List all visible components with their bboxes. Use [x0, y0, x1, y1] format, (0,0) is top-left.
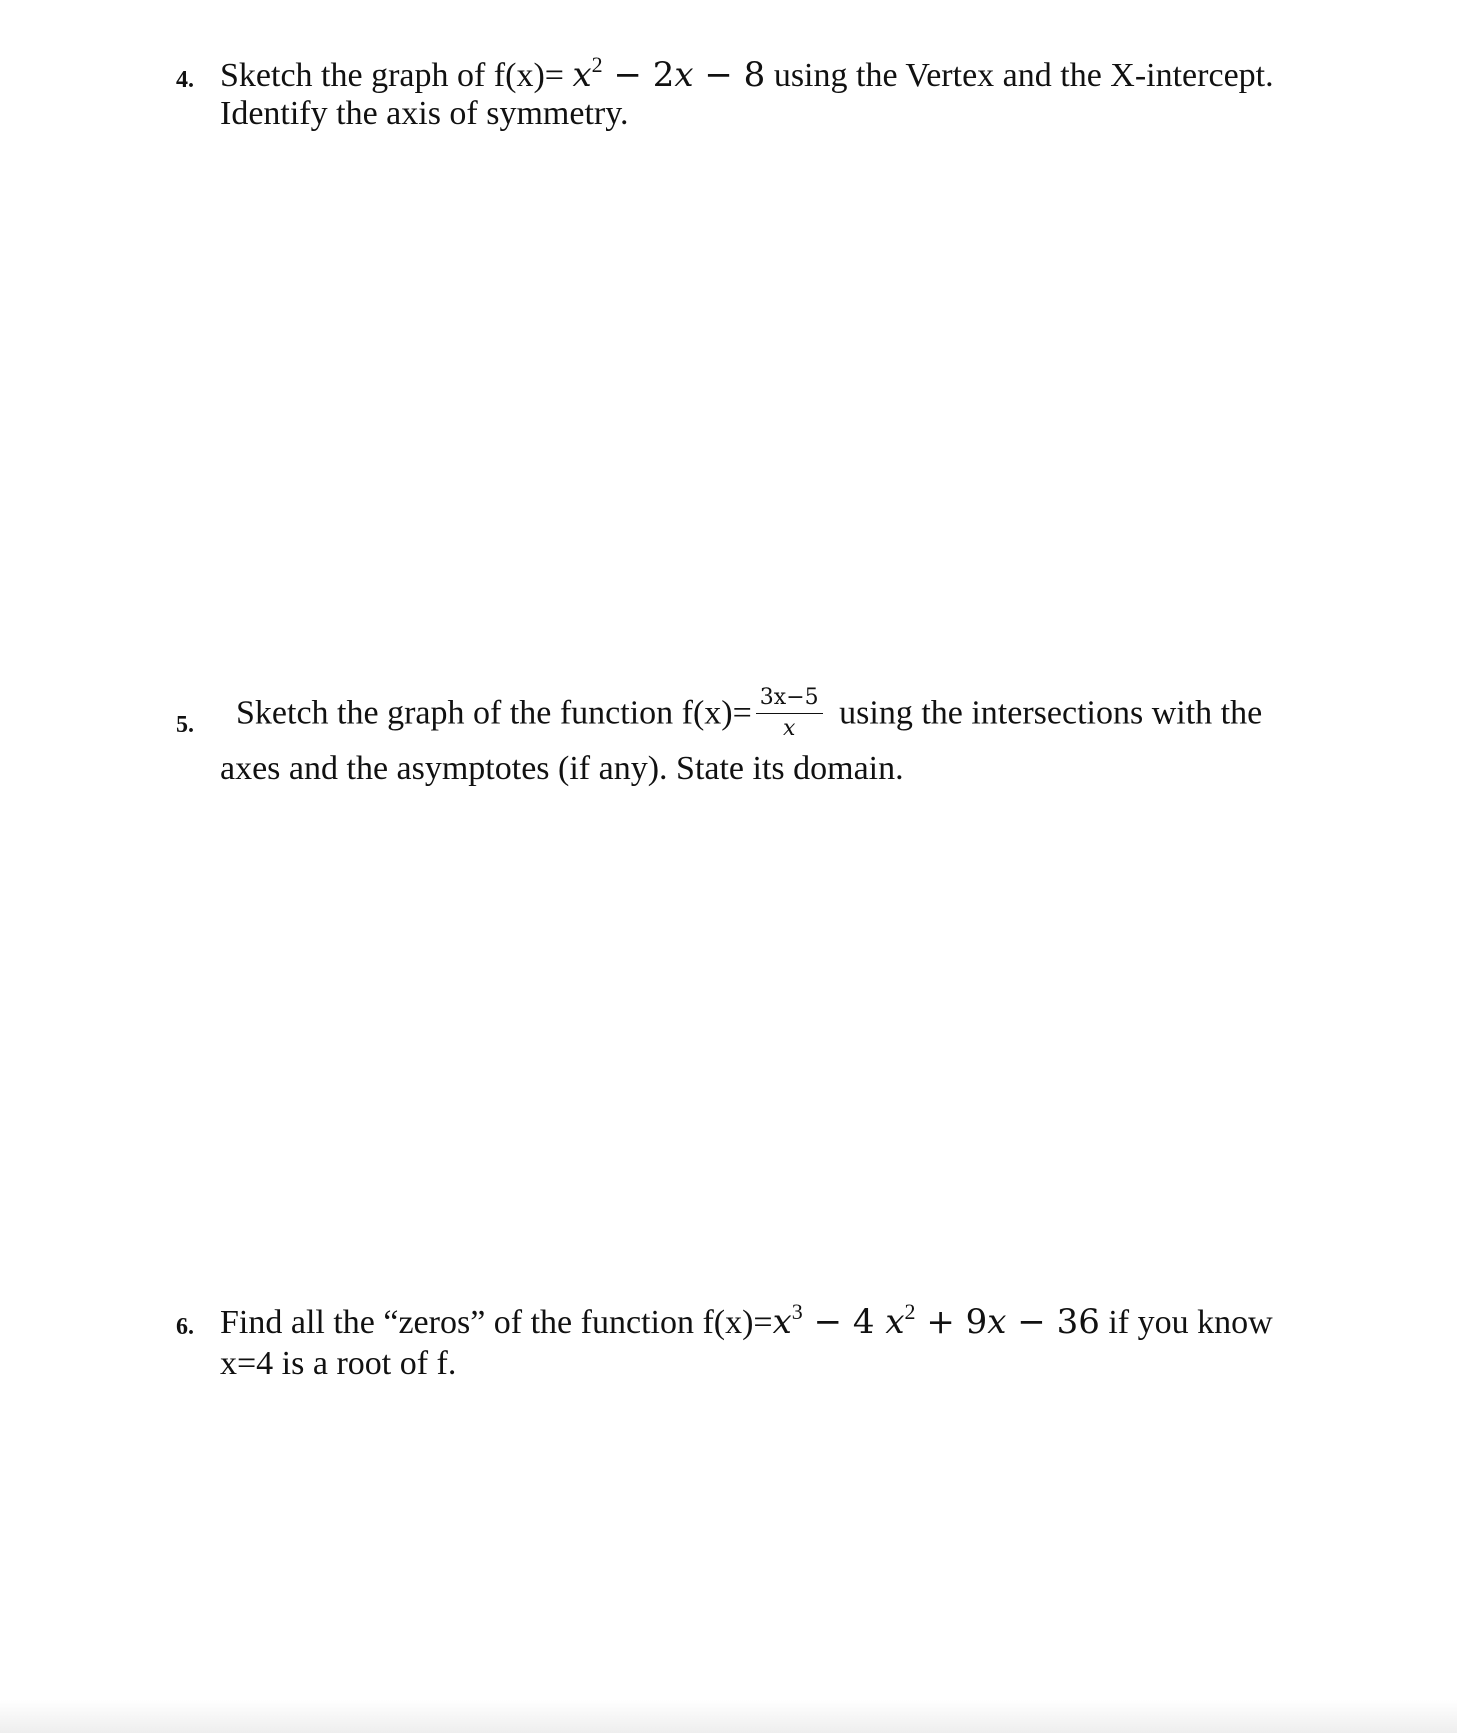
question-5-number: 5.: [176, 712, 194, 738]
question-5-suffix: using the intersections with the: [830, 694, 1263, 732]
question-6-var-x: x: [987, 1302, 1007, 1342]
question-6-term-9: + 9: [915, 1302, 988, 1342]
question-5-line-2: axes and the asymptotes (if any). State its domain.: [220, 750, 904, 787]
question-6-prefix: Find all the “zeros” of the function f(x)=: [220, 1304, 773, 1341]
question-4-suffix: using the Vertex and the X-intercept.: [765, 57, 1274, 94]
question-4-term-8: − 8: [693, 55, 766, 95]
question-6-term-36: − 36: [1006, 1302, 1100, 1342]
question-4-line-2: Identify the axis of symmetry.: [220, 95, 629, 132]
question-5-line-1: [236, 685, 1263, 743]
question-5-fraction-numerator: 3x−5: [756, 686, 823, 714]
question-6-term-4: − 4: [802, 1302, 886, 1342]
question-6-number: 6.: [176, 1314, 194, 1340]
question-6-line-1: [220, 1299, 1273, 1342]
question-4-line-1: [220, 52, 1274, 95]
page-bottom-shadow: [0, 1700, 1457, 1733]
question-5-fraction-denominator: x: [783, 716, 796, 742]
question-4-term-2: − 2: [602, 55, 675, 95]
question-4-prefix: Sketch the graph of f(x)=: [220, 57, 573, 94]
question-6-exponent-2: 2: [904, 1299, 916, 1324]
question-5-prefix: Sketch the graph of the function f(x)=: [236, 694, 752, 732]
question-6-line-2: x=4 is a root of f.: [220, 1345, 457, 1382]
question-5-fraction: [756, 686, 823, 741]
question-4-var-x-2: x: [674, 55, 694, 95]
question-4-number: 4.: [176, 67, 194, 93]
question-4-var-x: x: [572, 55, 592, 95]
question-6-var-x-squared: x: [885, 1302, 905, 1342]
question-6-exponent-3: 3: [791, 1299, 803, 1324]
question-6-suffix: if you know: [1099, 1304, 1273, 1341]
question-4-exponent: 2: [591, 52, 603, 77]
question-6-var-x-cubed: x: [772, 1302, 792, 1342]
